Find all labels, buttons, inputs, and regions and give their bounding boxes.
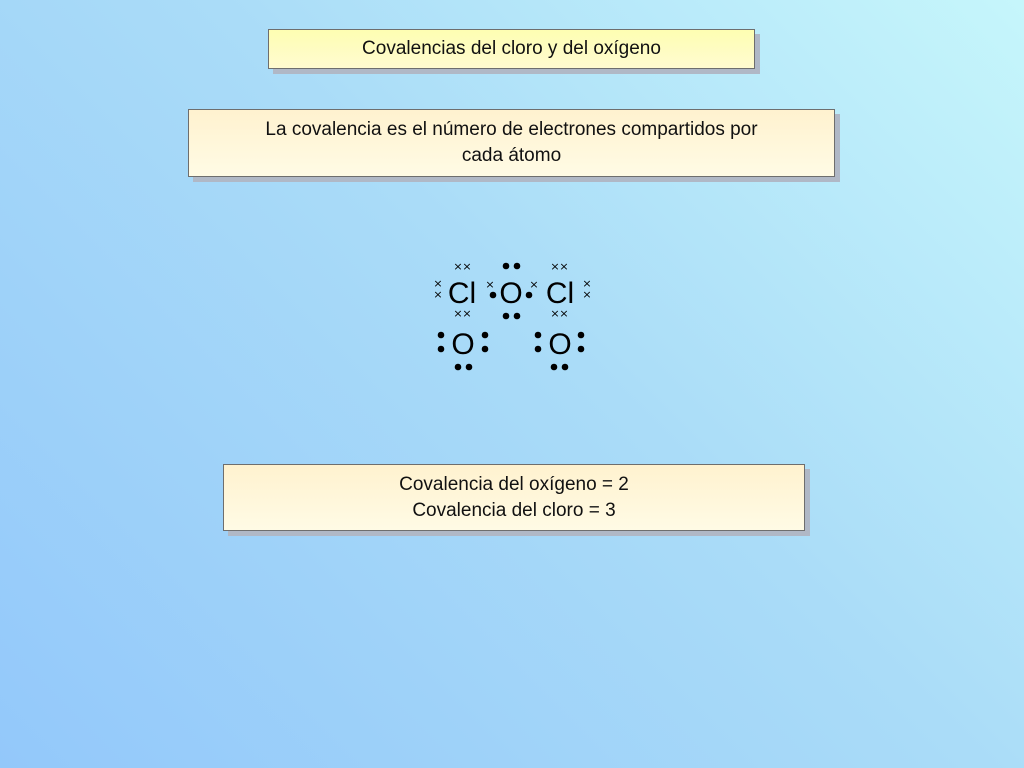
svg-text:×: × [453,307,463,320]
page-title: Covalencias del cloro y del oxígeno [362,38,661,59]
result-box [223,464,805,531]
atom-chlorine-right: Cl [545,277,575,310]
svg-text:×: × [485,278,495,291]
svg-text:×: × [462,260,472,273]
atom-oxygen-center: O [499,277,523,310]
atom-chlorine-left: Cl [447,277,477,310]
atom-oxygen-bottom-right: O [548,328,572,361]
svg-text:×: × [582,277,592,290]
definition-line-2: cada átomo [461,145,562,166]
oxygen-covalence: Covalencia del oxígeno = 2 [399,474,629,495]
svg-text:×: × [582,288,592,301]
atom-oxygen-bottom-left: O [451,328,475,361]
svg-text:×: × [453,260,463,273]
svg-text:×: × [433,277,443,290]
svg-text:×: × [559,260,569,273]
svg-text:×: × [550,260,560,273]
svg-text:×: × [529,278,539,291]
chlorine-covalence: Covalencia del cloro = 3 [412,500,616,521]
definition-line-1: La covalencia es el número de electrones compartidos por [265,119,758,140]
svg-text:×: × [462,307,472,320]
svg-text:×: × [559,307,569,320]
svg-text:×: × [550,307,560,320]
svg-text:×: × [433,288,443,301]
